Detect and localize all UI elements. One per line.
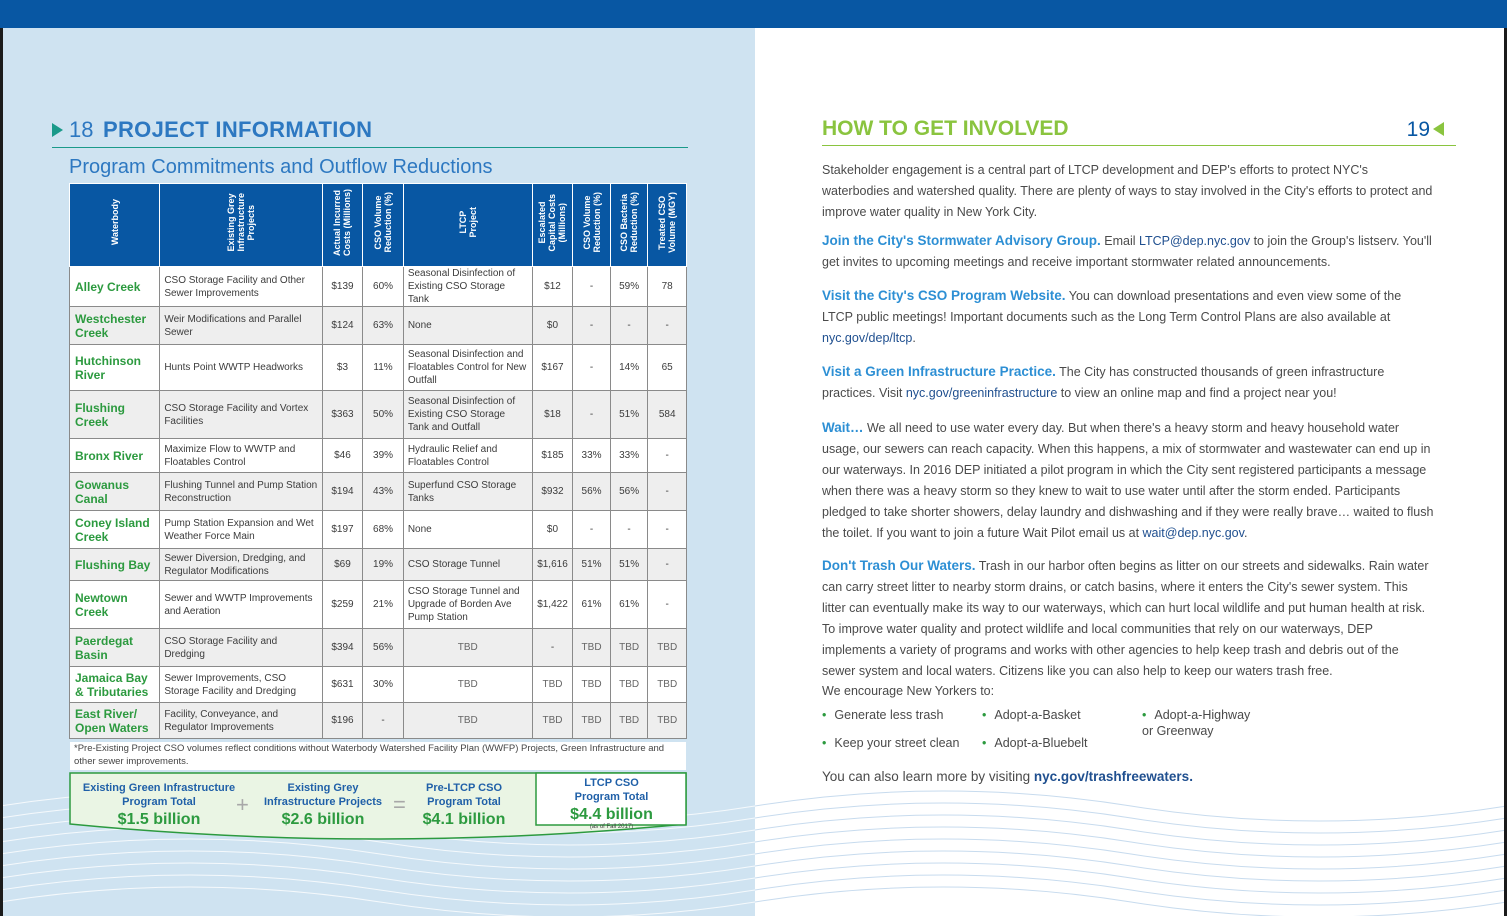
- paragraph-heading: Visit the City's CSO Program Website.: [822, 288, 1066, 303]
- table-cell: TBD: [403, 703, 532, 739]
- paragraph-heading: Wait…: [822, 420, 864, 435]
- table-cell: 19%: [363, 549, 404, 581]
- paragraph-advisory-group: [822, 230, 1434, 273]
- table-subtitle: Program Commitments and Outflow Reductions: [69, 156, 493, 178]
- table-row: [70, 703, 687, 739]
- table-cell: Hunts Point WWTP Headworks: [160, 345, 322, 391]
- left-section-header: [52, 117, 688, 148]
- waterbody-cell: Westchester Creek: [70, 307, 160, 345]
- table-cell: $46: [322, 439, 363, 473]
- table-cell: -: [532, 629, 573, 667]
- closing-text: You can also learn more by visiting: [822, 769, 1034, 784]
- col-header: Treated CSO Volume (MGY): [648, 184, 687, 267]
- table-row: [70, 307, 687, 345]
- waterbody-cell: Hutchinson River: [70, 345, 160, 391]
- table-cell: Hydraulic Relief and Floatables Control: [403, 439, 532, 473]
- table-cell: -: [610, 307, 648, 345]
- total-green-infrastructure: Existing Green Infrastructure Program Total $1.5 billion: [82, 782, 236, 828]
- table-cell: $197: [322, 511, 363, 549]
- table-row: [70, 629, 687, 667]
- table-cell: -: [648, 581, 687, 629]
- waterbody-cell: Flushing Bay: [70, 549, 160, 581]
- table-cell: $124: [322, 307, 363, 345]
- table-cell: $139: [322, 267, 363, 307]
- table-cell: -: [573, 391, 611, 439]
- paragraph-text: Email: [1100, 234, 1139, 248]
- table-row: [70, 667, 687, 703]
- paragraph-heading: Join the City's Stormwater Advisory Group.: [822, 233, 1101, 248]
- table-cell: 11%: [363, 345, 404, 391]
- table-cell: $631: [322, 667, 363, 703]
- table-cell: 51%: [610, 549, 648, 581]
- waterbody-cell: East River/ Open Waters: [70, 703, 160, 739]
- table-row: [70, 511, 687, 549]
- table-cell: TBD: [610, 629, 648, 667]
- table-cell: Pump Station Expansion and Wet Weather Force Main: [160, 511, 322, 549]
- table-cell: 59%: [610, 267, 648, 307]
- intro-paragraph: Stakeholder engagement is a central part of LTCP development and DEP's efforts to protect NYC's waterbodies and watershed quality. There are plenty of ways to stay involved in the City's efforts to protect and improve water quality in New York City.: [822, 163, 1433, 219]
- table-cell: Maximize Flow to WWTP and Floatables Control: [160, 439, 322, 473]
- table-cell: Weir Modifications and Parallel Sewer: [160, 307, 322, 345]
- table-footnote: *Pre-Existing Project CSO volumes reflect conditions without Waterbody Watershed Facility Plan (WWFP) Projects, Green Infrastructure and other sewer improvements.: [70, 742, 686, 770]
- waterbody-cell: Flushing Creek: [70, 391, 160, 439]
- table-cell: $194: [322, 473, 363, 511]
- table-cell: $185: [532, 439, 573, 473]
- table-header-row: [70, 184, 687, 267]
- table-cell: CSO Storage Tunnel: [403, 549, 532, 581]
- table-row: [70, 345, 687, 391]
- col-header: Actual Incurred Costs (Millions): [322, 184, 363, 267]
- table-cell: TBD: [610, 667, 648, 703]
- paragraph-heading: Visit a Green Infrastructure Practice.: [822, 364, 1056, 379]
- waterbody-cell: Gowanus Canal: [70, 473, 160, 511]
- table-cell: $932: [532, 473, 573, 511]
- table-cell: -: [648, 307, 687, 345]
- paragraph-cso-website: [822, 285, 1434, 349]
- table-cell: $1,616: [532, 549, 573, 581]
- table-cell: None: [403, 307, 532, 345]
- table-cell: -: [573, 345, 611, 391]
- table-cell: -: [573, 267, 611, 307]
- table-cell: Sewer and WWTP Improvements and Aeration: [160, 581, 322, 629]
- table-cell: 33%: [610, 439, 648, 473]
- col-header: Existing Grey Infrastructure Projects: [160, 184, 322, 267]
- table-cell: TBD: [573, 703, 611, 739]
- table-cell: $12: [532, 267, 573, 307]
- program-totals: [69, 772, 687, 844]
- table-cell: 63%: [363, 307, 404, 345]
- table-cell: $0: [532, 511, 573, 549]
- table-cell: 43%: [363, 473, 404, 511]
- table-cell: $394: [322, 629, 363, 667]
- table-cell: -: [648, 473, 687, 511]
- table-cell: TBD: [403, 667, 532, 703]
- table-row: [70, 473, 687, 511]
- link-dep-ltcp[interactable]: nyc.gov/dep/ltcp: [822, 331, 913, 345]
- bullet-item: • Adopt-a-Basket: [982, 708, 1081, 722]
- table-cell: 78: [648, 267, 687, 307]
- table-cell: $259: [322, 581, 363, 629]
- table-cell: TBD: [610, 703, 648, 739]
- page-number-right: 19: [1406, 118, 1430, 141]
- table-cell: -: [363, 703, 404, 739]
- bullet-item: • Keep your street clean: [822, 736, 960, 750]
- table-cell: Seasonal Disinfection of Existing CSO Storage Tank: [403, 267, 532, 307]
- table-row: [70, 439, 687, 473]
- section-title-project-information: PROJECT INFORMATION: [103, 117, 373, 142]
- table-cell: 50%: [363, 391, 404, 439]
- table-cell: 51%: [610, 391, 648, 439]
- table-cell: TBD: [532, 703, 573, 739]
- table-cell: 68%: [363, 511, 404, 549]
- total-ltcp: LTCP CSO Program Total $4.4 billion (as of Fall 2017): [570, 777, 653, 830]
- email-link-ltcp[interactable]: LTCP@dep.nyc.gov: [1138, 234, 1251, 248]
- table-cell: 65: [648, 345, 687, 391]
- table-cell: Sewer Diversion, Dredging, and Regulator Modifications: [160, 549, 322, 581]
- wave-decoration: [755, 766, 1507, 916]
- paragraph-text: The City has constructed thousands of green infrastructure practices. Visit: [822, 365, 1385, 400]
- top-color-bar: [0, 0, 1507, 28]
- col-header: Waterbody: [70, 184, 160, 267]
- paragraph-text: Trash in our harbor often begins as litter on our streets and sidewalks. Rain water can carry street litter to nearby storm drains, or catch basins, where it enters the City's sewer system. This litter can eventually make its way to our waterways, which can hurt local wildlife and put human health at risk. To improve water quality and protect wildlife and local communities that rely on our waterways, DEP implements a variety of programs and works with other agencies to help keep trash and debris out of the sewer system and local waters. Citizens like you can also help to keep our waters trash free.: [822, 559, 1429, 678]
- email-link-wait[interactable]: wait@dep.nyc.gov: [1142, 526, 1244, 540]
- paragraph-trash: [822, 555, 1434, 682]
- bullet-item: • Adopt-a-Highway or Greenway: [1142, 708, 1251, 738]
- table-cell: 14%: [610, 345, 648, 391]
- bullet-item: • Generate less trash: [822, 708, 944, 722]
- table-cell: 60%: [363, 267, 404, 307]
- waterbody-cell: Newtown Creek: [70, 581, 160, 629]
- col-header: LTCP Project: [403, 184, 532, 267]
- table-cell: 21%: [363, 581, 404, 629]
- table-cell: Flushing Tunnel and Pump Station Reconstruction: [160, 473, 322, 511]
- page-number-left: 18: [69, 117, 94, 142]
- waterbody-cell: Jamaica Bay & Tributaries: [70, 667, 160, 703]
- col-header: CSO Volume Reduction (%): [363, 184, 404, 267]
- table-cell: TBD: [648, 667, 687, 703]
- table-cell: Seasonal Disinfection of Existing CSO Storage Tank and Outfall: [403, 391, 532, 439]
- plus-operator: +: [236, 792, 249, 817]
- table-row: [70, 391, 687, 439]
- table-cell: CSO Storage Facility and Vortex Facilities: [160, 391, 322, 439]
- table-cell: 56%: [610, 473, 648, 511]
- table-cell: Superfund CSO Storage Tanks: [403, 473, 532, 511]
- table-cell: TBD: [573, 667, 611, 703]
- table-cell: -: [610, 511, 648, 549]
- table-cell: CSO Storage Facility and Dredging: [160, 629, 322, 667]
- paragraph-text: We all need to use water every day. But when there's a heavy storm and heavy household water usage, our sewers can reach capacity. When this happens, a mix of stormwater and wastewater can end up in our waterways. In 2016 DEP initiated a pilot program in which the City sent registered participants a message when there was a heavy storm so they knew to wait to use water until after the storm ended. Participants pledged to take shorter showers, delay laundry and dishwashing and if they were really brave… waited to flush the toilet. If you want to join a future Wait Pilot email us at: [822, 421, 1434, 540]
- col-header: Escalated Capital Costs (Millions): [532, 184, 573, 267]
- encourage-text: We encourage New Yorkers to:: [822, 684, 995, 698]
- table-cell: $3: [322, 345, 363, 391]
- waterbody-cell: Coney Island Creek: [70, 511, 160, 549]
- paragraph-heading: Don't Trash Our Waters.: [822, 558, 976, 573]
- table-cell: 51%: [573, 549, 611, 581]
- table-cell: TBD: [648, 703, 687, 739]
- left-edge: [0, 28, 3, 916]
- table-cell: 56%: [363, 629, 404, 667]
- table-cell: Seasonal Disinfection and Floatables Control for New Outfall: [403, 345, 532, 391]
- total-grey-infrastructure: Existing Grey Infrastructure Projects $2.6 billion: [264, 782, 382, 828]
- waterbody-cell: Paerdegat Basin: [70, 629, 160, 667]
- table-cell: $167: [532, 345, 573, 391]
- table-cell: TBD: [648, 629, 687, 667]
- table-cell: 584: [648, 391, 687, 439]
- table-row: [70, 549, 687, 581]
- table-cell: -: [648, 439, 687, 473]
- paragraph-wait: [822, 417, 1434, 544]
- table-cell: -: [573, 307, 611, 345]
- waterbody-cell: Bronx River: [70, 439, 160, 473]
- table-cell: -: [573, 511, 611, 549]
- bullet-item: • Adopt-a-Bluebelt: [982, 736, 1088, 750]
- table-cell: $0: [532, 307, 573, 345]
- link-trash-free-waters[interactable]: nyc.gov/trashfreewaters.: [1033, 769, 1193, 784]
- link-green-infrastructure[interactable]: nyc.gov/greeninfrastructure: [905, 386, 1058, 400]
- table-cell: 56%: [573, 473, 611, 511]
- triangle-left-icon: [1433, 122, 1444, 136]
- table-row: [70, 267, 687, 307]
- table-cell: None: [403, 511, 532, 549]
- total-pre-ltcp: Pre-LTCP CSO Program Total $4.1 billion: [422, 782, 506, 828]
- table-cell: CSO Storage Tunnel and Upgrade of Borden Ave Pump Station: [403, 581, 532, 629]
- table-cell: CSO Storage Facility and Other Sewer Improvements: [160, 267, 322, 307]
- paragraph-text: You can download presentations and even view some of the LTCP public meetings! Important documents such as the Long Term Control Plans are also available at: [822, 289, 1402, 324]
- right-section-header: [822, 117, 1456, 146]
- program-table: [69, 183, 687, 739]
- closing-line: [822, 766, 1434, 787]
- table-row: [70, 581, 687, 629]
- table-cell: $196: [322, 703, 363, 739]
- section-title-get-involved: HOW TO GET INVOLVED: [822, 117, 1069, 140]
- waterbody-cell: Alley Creek: [70, 267, 160, 307]
- triangle-right-icon: [52, 123, 63, 137]
- table-cell: 61%: [573, 581, 611, 629]
- col-header: CSO Bacteria Reduction (%): [610, 184, 648, 267]
- table-cell: 39%: [363, 439, 404, 473]
- table-cell: TBD: [573, 629, 611, 667]
- paragraph-green-infrastructure: [822, 361, 1434, 404]
- table-cell: TBD: [403, 629, 532, 667]
- paragraph-text: .: [912, 331, 916, 345]
- table-cell: $69: [322, 549, 363, 581]
- table-cell: -: [648, 549, 687, 581]
- table-cell: $1,422: [532, 581, 573, 629]
- table-cell: Facility, Conveyance, and Regulator Improvements: [160, 703, 322, 739]
- table-cell: $363: [322, 391, 363, 439]
- table-cell: 33%: [573, 439, 611, 473]
- table-cell: 30%: [363, 667, 404, 703]
- col-header: CSO Volume Reduction (%): [573, 184, 611, 267]
- table-cell: TBD: [532, 667, 573, 703]
- paragraph-text: to view an online map and find a project near you!: [1057, 386, 1337, 400]
- equals-operator: =: [393, 792, 406, 817]
- paragraph-text: to join the Group's listserv. You'll get invites to upcoming meetings and receive important stormwater related announcements.: [822, 234, 1432, 269]
- table-cell: Sewer Improvements, CSO Storage Facility and Dredging: [160, 667, 322, 703]
- paragraph-text: .: [1243, 526, 1248, 540]
- table-cell: $18: [532, 391, 573, 439]
- table-cell: 61%: [610, 581, 648, 629]
- table-cell: -: [648, 511, 687, 549]
